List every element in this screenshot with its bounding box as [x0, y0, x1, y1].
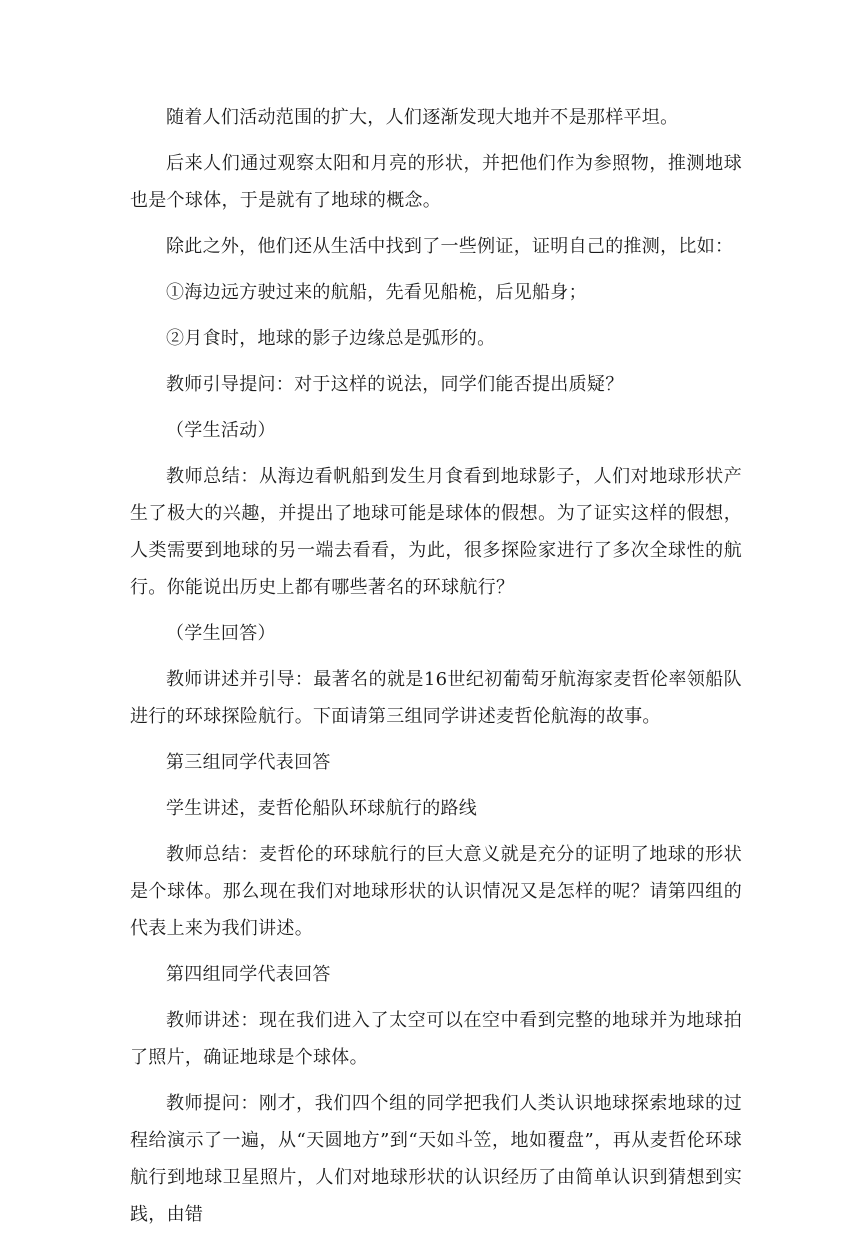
paragraph: ②月食时，地球的影子边缘总是弧形的。 [166, 328, 496, 349]
paragraph: 教师提问：刚才，我们四个组的同学把我们人类认识地球探索地球的过程给演示了一遍，从“天圆地方”到“天如斗笠，地如覆盘”，再从麦哲伦环球航行到地球卫星照片，人们对地球形状的认识经历了由简单认识到猜想到实践，由错 [130, 1093, 742, 1225]
paragraph: 学生讲述，麦哲伦船队环球航行的路线 [166, 798, 478, 819]
paragraph: （学生回答） [166, 623, 276, 644]
document-body [130, 99, 742, 1242]
paragraph: 教师总结：从海边看帆船到发生月食看到地球影子，人们对地球形状产生了极大的兴趣，并提出了地球可能是球体的假想。为了证实这样的假想，人类需要到地球的另一端去看看，为此，很多探险家进行了多次全球性的航行。你能说出历史上都有哪些著名的环球航行？ [130, 466, 742, 598]
paragraph: 第三组同学代表回答 [166, 752, 331, 773]
paragraph: 教师讲述：现在我们进入了太空可以在空中看到完整的地球并为地球拍了照片，确证地球是个球体。 [130, 1010, 742, 1068]
paragraph: 教师引导提问：对于这样的说法，同学们能否提出质疑？ [166, 374, 624, 395]
paragraph: 除此之外，他们还从生活中找到了一些例证，证明自己的推测，比如： [166, 236, 734, 257]
paragraph: 教师总结：麦哲伦的环球航行的巨大意义就是充分的证明了地球的形状是个球体。那么现在我们对地球形状的认识情况又是怎样的呢？请第四组的代表上来为我们讲述。 [130, 844, 742, 939]
paragraph: 后来人们通过观察太阳和月亮的形状，并把他们作为参照物，推测地球也是个球体，于是就有了地球的概念。 [130, 153, 742, 211]
paragraph: 第四组同学代表回答 [166, 964, 331, 985]
paragraph: （学生活动） [166, 420, 276, 441]
paragraph: 随着人们活动范围的扩大，人们逐渐发现大地并不是那样平坦。 [166, 107, 679, 128]
paragraph: 教师讲述并引导：最著名的就是16世纪初葡萄牙航海家麦哲伦率领船队进行的环球探险航行。下面请第三组同学讲述麦哲伦航海的故事。 [130, 669, 742, 727]
paragraph: ①海边远方驶过来的航船，先看见船桅，后见船身； [166, 282, 587, 303]
